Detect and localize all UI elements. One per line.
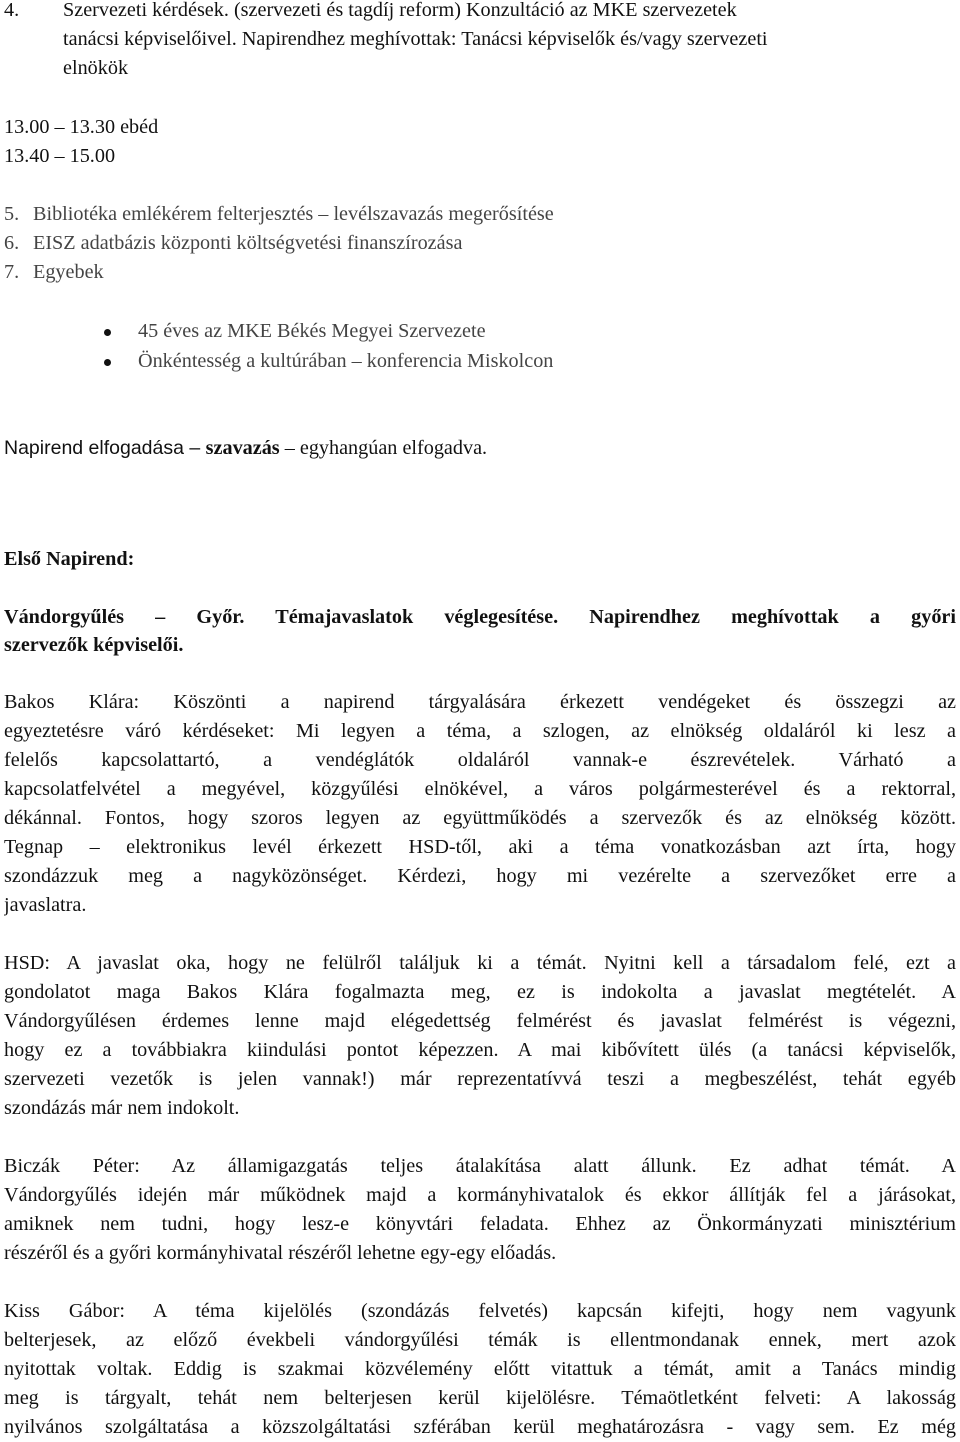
first-item-title-line1: Vándorgyűlés – Győr. Témajavaslatok véglegesítése. Napirendhez meghívottak a győri: [4, 606, 956, 628]
paragraph-line: szondázzuk meg a nagyközönséget. Kérdezi, hogy mi vezérelte a szervezőket erre a: [4, 865, 956, 887]
paragraph-line: hogy ez a továbbiakra kiindulási pontot képezzen. A mai kibővített ülés (a tanácsi képviselők,: [4, 1039, 956, 1061]
paragraph-line: gondolatot maga Bakos Klára fogalmazta meg, ez is indokolta a javaslat megtételét. A: [4, 981, 956, 1003]
paragraph-line: Tegnap – elektronikus levél érkezett HSD-től, aki a téma vonatkozásban azt írta, hogy: [4, 836, 956, 858]
paragraph-line: Vándorgyűlés idején már működnek majd a kormányhivatalok és ekkor állítják fel a járásokat,: [4, 1184, 956, 1206]
paragraph-line: Bakos Klára: Köszönti a napirend tárgyalására érkezett vendégeket és összegzi az: [4, 691, 956, 713]
paragraph-line: Biczák Péter: Az államigazgatás teljes átalakítása alatt állunk. Ez adhat témát. A: [4, 1155, 956, 1177]
paragraph-line: felelős kapcsolattartó, a vendéglátók oldaláról vannak-e észrevételek. Várható a: [4, 749, 956, 771]
agenda-item-4-number: 4.: [4, 0, 20, 21]
paragraph-line: nyitottak voltak. Eddig is szakmai közvélemény előtt vitattuk a témát, amit a Tanács mindig: [4, 1358, 956, 1380]
paragraph-line: Vándorgyűlésen érdemes lenne majd elégedettség felmérést és javaslat felmérést is végezni,: [4, 1010, 956, 1032]
agenda-item-4-line2: tanácsi képviselőivel. Napirendhez meghívottak: Tanácsi képviselők és/vagy szervezeti: [63, 28, 768, 50]
agenda-item-4-text: Szervezeti kérdések. (szervezeti és tagdíj reform) Konzultáció az MKE szervezetek: [63, 0, 737, 21]
agenda-item-6: 6. EISZ adatbázis központi költségvetési finanszírozása: [4, 232, 463, 254]
bullet-icon: [104, 359, 111, 366]
paragraph-line: javaslatra.: [4, 894, 87, 916]
paragraph-bakos: [4, 688, 956, 920]
agenda-item-4-line1: [4, 0, 737, 25]
paragraph-line: dékánnal. Fontos, hogy szoros legyen az együttműködés a szervezők és az elnökség között.: [4, 807, 956, 829]
paragraph-line: szondázás már nem indokolt.: [4, 1097, 240, 1119]
schedule-lunch: 13.00 – 13.30 ebéd: [4, 116, 159, 138]
vote-prefix: Napirend elfogadása –: [4, 437, 206, 459]
paragraph-line: egyeztetésre váró kérdéseket: Mi legyen a téma, a szlogen, az elnökség oldaláról ki lesz a: [4, 720, 956, 742]
paragraph-line: részéről és a győri kormányhivatal részéről lehetne egy-egy előadás.: [4, 1242, 557, 1264]
first-item-heading: Első Napirend:: [4, 548, 135, 570]
paragraph-kiss: [4, 1297, 956, 1442]
paragraph-line: meg is tárgyalt, tehát nem belterjesen kerül kijelölésre. Témaötletként felveti: A lakosság: [4, 1387, 956, 1409]
paragraph-line: HSD: A javaslat oka, hogy ne felülről találjuk ki a témát. Nyitni kell a társadalom felé, ezt a: [4, 952, 956, 974]
agenda-item-5: 5. Bibliotéka emlékérem felterjesztés – levélszavazás megerősítése: [4, 203, 554, 225]
paragraph-hsd: [4, 949, 956, 1123]
paragraph-line: szervezeti vezetők is jelen vannak!) már reprezentatívvá teszi a megbeszélést, tehát egyéb: [4, 1068, 956, 1090]
schedule-session: 13.40 – 15.00: [4, 145, 116, 167]
bullet-item: Önkéntesség a kultúrában – konferencia Miskolcon: [138, 350, 554, 372]
paragraph-line: kapcsolatfelvétel a megyével, közgyűlési elnökével, a város polgármesterével és a rektorral,: [4, 778, 956, 800]
vote-bold: szavazás: [205, 437, 280, 459]
bullet-icon: [104, 329, 111, 336]
agenda-item-7: 7. Egyebek: [4, 261, 104, 283]
vote-suffix: – egyhangúan elfogadva.: [279, 437, 488, 459]
first-item-title-line2: szervezők képviselői.: [4, 634, 184, 656]
paragraph-line: belterjesek, az előző évekbeli vándorgyűlési témák is ellentmondanak ennek, mert azok: [4, 1329, 956, 1351]
paragraph-line: Kiss Gábor: A téma kijelölés (szondázás felvetés) kapcsán kifejti, hogy nem vagyunk: [4, 1300, 956, 1322]
paragraph-biczak: [4, 1152, 956, 1268]
bullet-item: 45 éves az MKE Békés Megyei Szervezete: [138, 320, 486, 342]
paragraph-line: amiknek nem tudni, hogy lesz-e könyvtári feladata. Ehhez az Önkormányzati minisztérium: [4, 1213, 956, 1235]
paragraph-line: nyilvános szolgáltatása a közszolgáltatási szférában kerül meghatározásra - vagy sem. Ez még: [4, 1416, 956, 1438]
agenda-item-4-line3: elnökök: [63, 57, 129, 79]
vote-line: [4, 434, 487, 463]
